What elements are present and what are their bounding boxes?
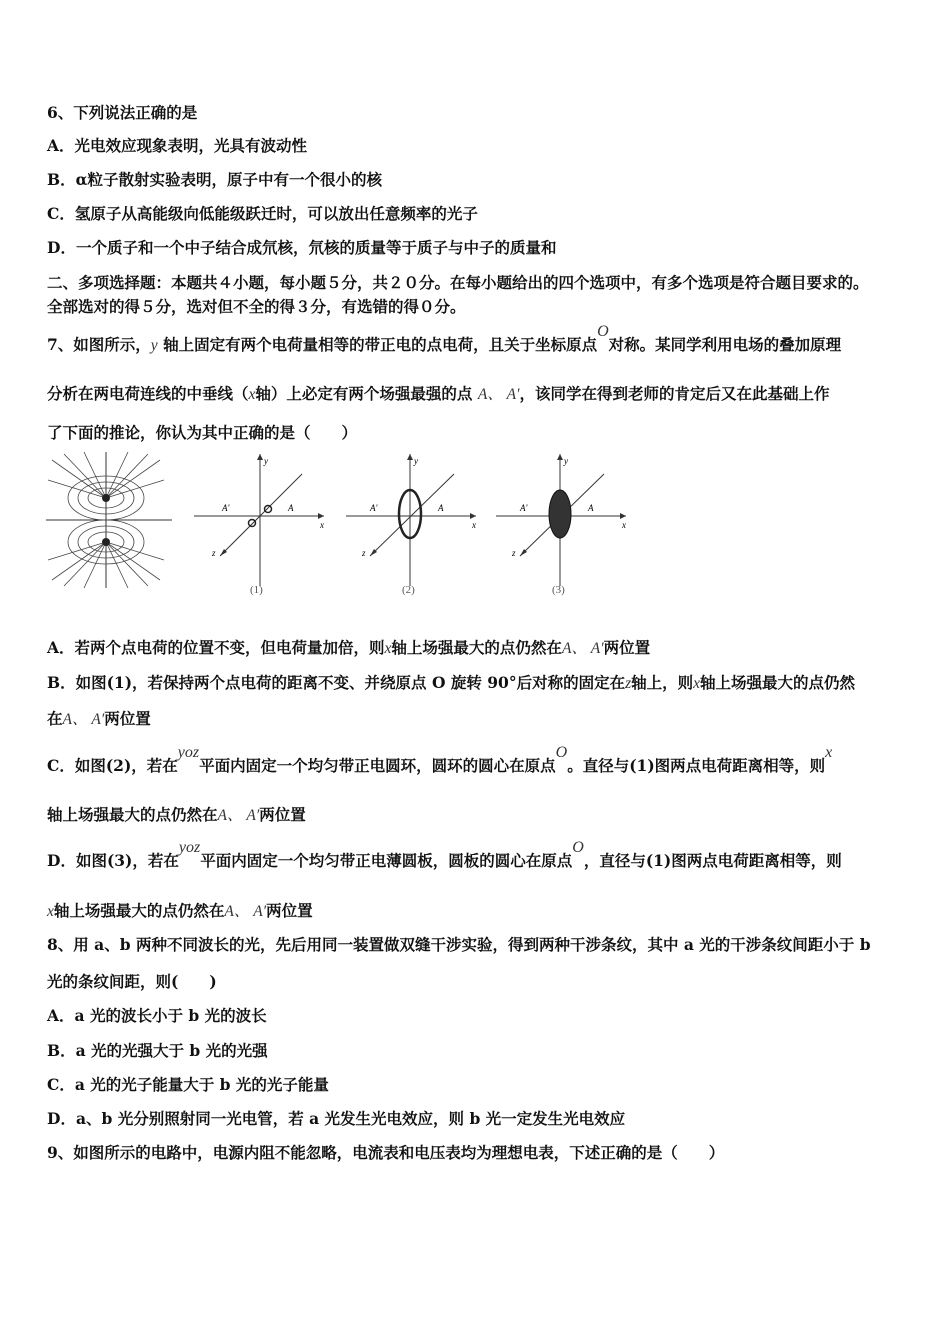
q7-option-d: D．如图(3)，若在yoz平面内固定一个均匀带正电薄圆板，圆板的圆心在原点O，直径与(1)图两点电荷距离相等，则 bbox=[47, 839, 842, 870]
field-lines-figure bbox=[44, 450, 174, 590]
svg-text:x: x bbox=[320, 520, 324, 530]
svg-text:x: x bbox=[622, 520, 626, 530]
q6-option-a: A．光电效应现象表明，光具有波动性 bbox=[47, 136, 308, 155]
svg-text:z: z bbox=[212, 548, 216, 558]
q7-option-a: A．若两个点电荷的位置不变，但电荷量加倍，则x轴上场强最大的点仍然在A、 A′两位置 bbox=[47, 638, 651, 657]
q7-option-c: C．如图(2)，若在yoz平面内固定一个均匀带正电圆环，圆环的圆心在原点O。直径与(1)图两点电荷距离相等，则x bbox=[47, 744, 833, 775]
q7-option-c-cont: 轴上场强最大的点仍然在A、 A′两位置 bbox=[47, 805, 306, 824]
svg-text:y: y bbox=[264, 456, 268, 466]
q7-option-d-cont: x轴上场强最大的点仍然在A、 A′两位置 bbox=[47, 901, 313, 920]
q7-stem-line3: 了下面的推论，你认为其中正确的是（ ） bbox=[47, 423, 358, 442]
svg-text:z: z bbox=[512, 548, 516, 558]
q8-stem-line1: 8、用 a、b 两种不同波长的光，先后用同一装置做双缝干涉实验，得到两种干涉条纹，其中 a 光的干涉条纹间距小于 b bbox=[47, 935, 871, 954]
q7-stem-line2: 分析在两电荷连线的中垂线（x轴）上必定有两个场强最强的点 A、 A′，该同学在得到老师的肯定后又在此基础上作 bbox=[47, 384, 830, 403]
figure-2-caption: (2) bbox=[402, 584, 415, 596]
q8-option-b: B．a 光的光强大于 b 光的光强 bbox=[47, 1041, 268, 1060]
svg-text:A': A' bbox=[520, 503, 528, 513]
figure-1-charges-z-axis bbox=[190, 450, 330, 590]
section2-line2: 全部选对的得５分，选对但不全的得３分，有选错的得０分。 bbox=[47, 297, 466, 316]
q9-stem: 9、如图所示的电路中，电源内阻不能忽略，电流表和电压表均为理想电表，下述正确的是（ ） bbox=[47, 1143, 725, 1162]
svg-text:A: A bbox=[288, 503, 294, 513]
figure-1-caption: (1) bbox=[250, 584, 263, 596]
q8-option-d: D．a、b 光分别照射同一光电管，若 a 光发生光电效应，则 b 光一定发生光电效应 bbox=[47, 1109, 626, 1128]
q7-option-b-cont: 在A、 A′两位置 bbox=[47, 709, 151, 728]
q6-option-b: B．α粒子散射实验表明，原子中有一个很小的核 bbox=[47, 170, 383, 189]
figure-3-caption: (3) bbox=[552, 584, 565, 596]
q8-stem-line2: 光的条纹间距，则( ) bbox=[47, 972, 217, 991]
svg-text:y: y bbox=[414, 456, 418, 466]
svg-text:y: y bbox=[564, 456, 568, 466]
svg-text:A': A' bbox=[222, 503, 230, 513]
svg-text:A: A bbox=[438, 503, 444, 513]
figure-2-ring bbox=[342, 450, 482, 590]
q8-option-a: A．a 光的波长小于 b 光的波长 bbox=[47, 1006, 267, 1025]
svg-text:A: A bbox=[588, 503, 594, 513]
svg-text:z: z bbox=[362, 548, 366, 558]
q8-option-c: C．a 光的光子能量大于 b 光的光子能量 bbox=[47, 1075, 329, 1094]
q6-option-c: C．氢原子从高能级向低能级跃迁时，可以放出任意频率的光子 bbox=[47, 204, 478, 223]
figure-3-disk bbox=[492, 450, 632, 590]
q7-option-b: B．如图(1)，若保持两个点电荷的距离不变、并绕原点 O 旋转 90°后对称的固定在z轴上，则x轴上场强最大的点仍然 bbox=[47, 673, 856, 692]
svg-text:x: x bbox=[472, 520, 476, 530]
q7-stem-line1: 7、如图所示，y 轴上固定有两个电荷量相等的带正电的点电荷，且关于坐标原点O对称。某同学利用电场的叠加原理 bbox=[47, 323, 842, 354]
section2-line1: 二、多项选择题：本题共４小题，每小题５分，共２０分。在每小题给出的四个选项中，有多个选项是符合题目要求的。 bbox=[47, 273, 869, 292]
q6-option-d: D．一个质子和一个中子结合成氘核，氘核的质量等于质子与中子的质量和 bbox=[47, 238, 557, 257]
svg-text:A': A' bbox=[370, 503, 378, 513]
q6-stem: 6、下列说法正确的是 bbox=[47, 103, 198, 122]
